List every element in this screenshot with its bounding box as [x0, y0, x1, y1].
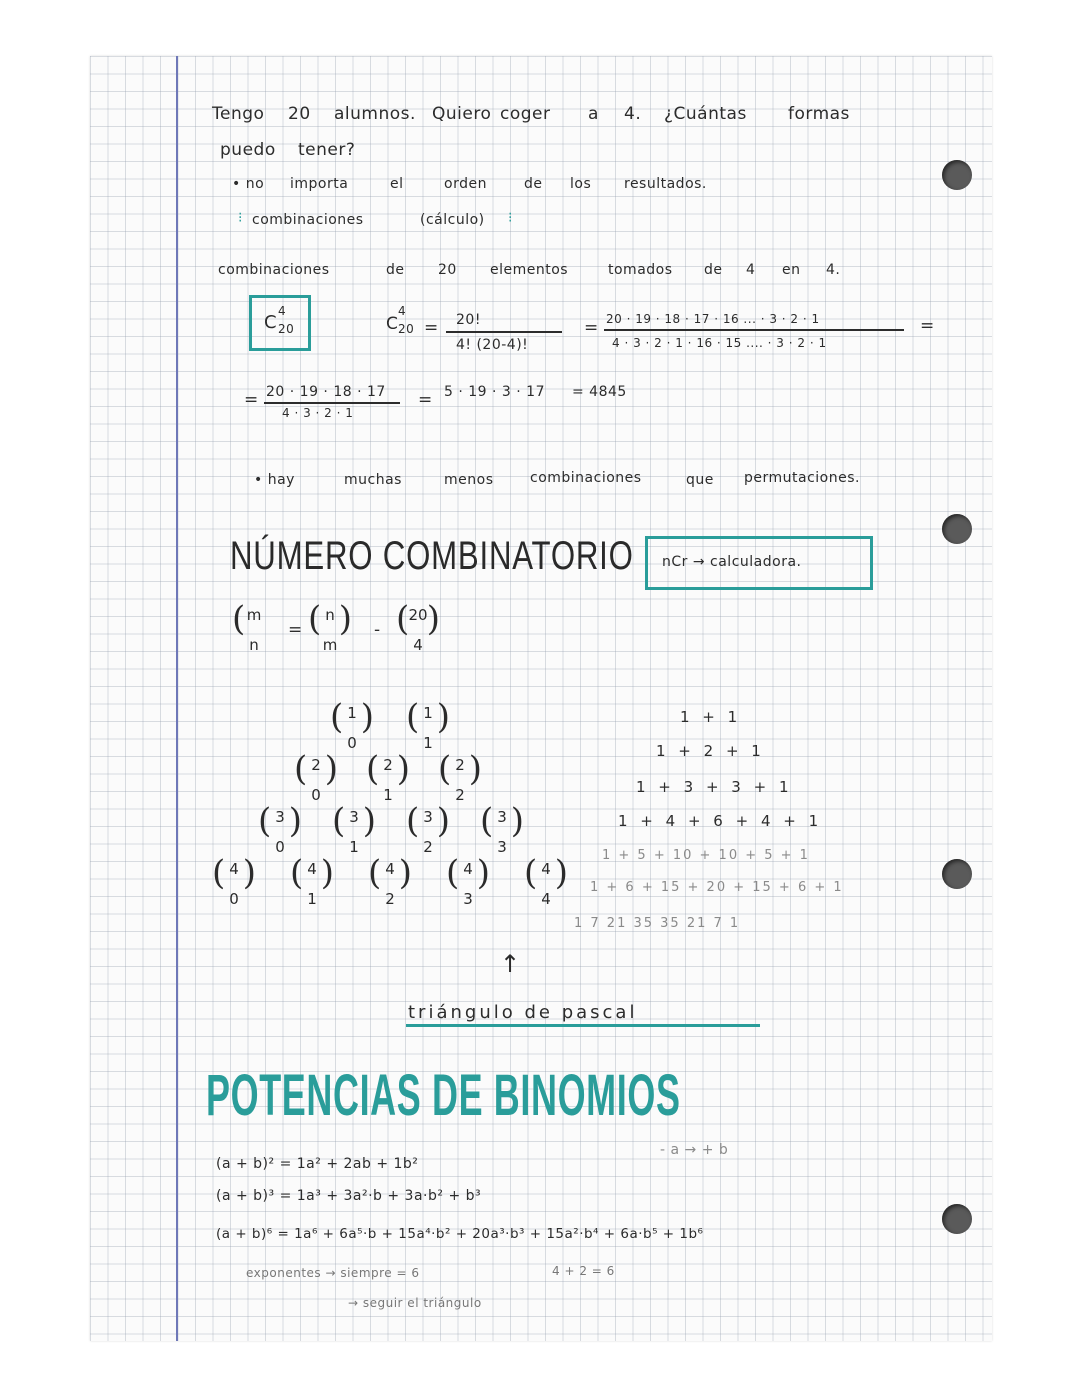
- word: ¿Cuántas: [664, 104, 747, 124]
- binom-bottom: 3: [497, 838, 507, 856]
- combo-word: en: [782, 262, 801, 278]
- binomial-coefficient: ( 1 1 ): [406, 697, 450, 752]
- combo-word: de: [704, 262, 723, 278]
- c-symbol: C: [264, 312, 278, 333]
- combo-word: 20: [438, 262, 457, 278]
- binom-top: 3: [497, 808, 507, 826]
- pascal-row: 1 + 6 + 15 + 20 + 15 + 6 + 1: [590, 880, 844, 895]
- binomial-coefficient: ( 3 0 ): [258, 801, 302, 856]
- binom-top: 2: [311, 756, 321, 774]
- binom-top: 4: [541, 860, 551, 878]
- follow-triangle-note: → seguir el triángulo: [348, 1296, 482, 1310]
- c-sub: 20: [398, 322, 415, 336]
- fraction-bar: [446, 331, 562, 333]
- combo-word: 4: [746, 262, 756, 278]
- frac2-denominator: 4 · 3 · 2 · 1 · 16 · 15 .... · 3 · 2 · 1: [612, 336, 827, 350]
- binom-top: 2: [455, 756, 465, 774]
- bullet-word: • hay: [254, 472, 295, 488]
- calculator-note-box: [645, 536, 873, 590]
- sign-note: - a → + b: [660, 1142, 729, 1158]
- bullet-word: orden: [444, 176, 487, 192]
- calculator-note: nCr → calculadora.: [662, 554, 802, 570]
- expansion-cube: (a + b)³ = 1a³ + 3a²·b + 3a·b² + b³: [216, 1188, 482, 1204]
- pascal-row: 1 + 5 + 10 + 10 + 5 + 1: [602, 848, 810, 863]
- bullet-word: de: [524, 176, 543, 192]
- bullet-word: el: [390, 176, 404, 192]
- word: Quiero: [432, 104, 492, 124]
- word: formas: [788, 104, 850, 124]
- bullet-word: importa: [290, 176, 349, 192]
- section-title: NÚMERO COMBINATORIO: [230, 534, 634, 578]
- c-symbol: C: [386, 314, 399, 334]
- pascal-label-underline: [406, 1024, 760, 1027]
- word: 20: [288, 104, 311, 124]
- pascal-label: triángulo de pascal: [408, 1002, 638, 1023]
- binomial-coefficient: ( 3 1 ): [332, 801, 376, 856]
- binom-bottom: 1: [423, 734, 433, 752]
- section-title: POTENCIAS DE BINOMIOS: [206, 1063, 681, 1128]
- bullet-word: menos: [444, 472, 494, 488]
- binom-top: 1: [423, 704, 433, 722]
- binomial-nm: ( n m ): [308, 599, 352, 654]
- expansion-square: (a + b)² = 1a² + 2ab + 1b²: [216, 1156, 419, 1172]
- arrow-up-icon: ↑: [500, 950, 521, 978]
- equals: =: [288, 620, 303, 640]
- word: alumnos.: [334, 104, 416, 124]
- punch-hole: [942, 859, 972, 889]
- bullet-word: permutaciones.: [744, 470, 860, 486]
- punch-hole: [942, 1204, 972, 1234]
- binom-bottom: 0: [347, 734, 357, 752]
- equals: =: [424, 318, 439, 338]
- combinaciones-label: combinaciones: [252, 212, 364, 228]
- step2: 5 · 19 · 3 · 17: [444, 384, 545, 400]
- binom-top: 4: [385, 860, 395, 878]
- binom-top: 2: [383, 756, 393, 774]
- frac1-numerator: 20!: [456, 312, 481, 328]
- binom-bottom: 2: [385, 890, 395, 908]
- binom-bottom: m: [322, 636, 338, 654]
- result: = 4845: [572, 384, 627, 400]
- binom-bottom: 2: [455, 786, 465, 804]
- word: 4.: [624, 104, 642, 124]
- punch-hole: [942, 160, 972, 190]
- binom-top: 20: [408, 606, 428, 624]
- binomial-coefficient: ( 2 1 ): [366, 749, 410, 804]
- binom-top: n: [325, 606, 335, 624]
- frac2-numerator: 20 · 19 · 18 · 17 · 16 ... · 3 · 2 · 1: [606, 312, 820, 326]
- binomial-coefficient: ( 1 0 ): [330, 697, 374, 752]
- binomial-coefficient: ( 3 3 ): [480, 801, 524, 856]
- bullet-word: resultados.: [624, 176, 707, 192]
- c-sup: 4: [398, 304, 407, 318]
- step-numerator: 20 · 19 · 18 · 17: [266, 384, 386, 400]
- binomial-coefficient: ( 2 0 ): [294, 749, 338, 804]
- binom-top: 3: [349, 808, 359, 826]
- binom-bottom: 0: [311, 786, 321, 804]
- binom-top: 4: [229, 860, 239, 878]
- equals: =: [584, 318, 599, 338]
- step-denominator: 4 · 3 · 2 · 1: [282, 406, 354, 420]
- combo-word: combinaciones: [218, 262, 330, 278]
- exponent-note: exponentes → siempre = 6: [246, 1266, 420, 1280]
- binomial-coefficient: ( 4 0 ): [212, 853, 256, 908]
- calculo-label: (cálculo): [420, 212, 485, 228]
- word: a: [588, 104, 599, 124]
- combo-word: de: [386, 262, 405, 278]
- bullet-word: combinaciones: [530, 470, 642, 486]
- expansion-sixth: (a + b)⁶ = 1a⁶ + 6a⁵·b + 15a⁴·b² + 20a³·b³ + 15a²·b⁴ + 6a·b⁵ + 1b⁶: [216, 1226, 704, 1242]
- binom-top: 3: [423, 808, 433, 826]
- sparkle-icon: ⁝: [508, 210, 513, 226]
- binomial-coefficient: ( 3 2 ): [406, 801, 450, 856]
- binomial-coefficient: ( 2 2 ): [438, 749, 482, 804]
- combo-word: elementos: [490, 262, 569, 278]
- binomial-coefficient: ( 4 3 ): [446, 853, 490, 908]
- binom-bottom: n: [249, 636, 259, 654]
- frac1-denominator: 4! (20-4)!: [456, 337, 529, 353]
- binom-top: 1: [347, 704, 357, 722]
- c-sub: 20: [278, 322, 295, 336]
- equals: =: [920, 316, 935, 336]
- binom-bottom: 0: [229, 890, 239, 908]
- equals: =: [244, 390, 259, 410]
- pascal-row: 1 + 2 + 1: [656, 742, 765, 760]
- word: tener?: [298, 140, 356, 160]
- word: coger: [500, 104, 551, 124]
- bullet-word: • no: [232, 176, 265, 192]
- margin-line: [176, 56, 178, 1341]
- equals: =: [418, 390, 433, 410]
- binomial-mn: ( m n: [232, 608, 276, 653]
- punch-hole: [942, 514, 972, 544]
- binomial-coefficient: ( 4 1 ): [290, 853, 334, 908]
- sparkle-icon: ⁝: [238, 210, 243, 226]
- binom-bottom: 1: [349, 838, 359, 856]
- exponent-sum-note: 4 + 2 = 6: [552, 1264, 615, 1278]
- binom-bottom: 4: [413, 636, 423, 654]
- bullet-word: que: [686, 472, 714, 488]
- notebook-page: [90, 56, 992, 1341]
- fraction-bar: [604, 329, 904, 331]
- dash: -: [374, 620, 381, 640]
- binom-top: 4: [463, 860, 473, 878]
- combo-word: 4.: [826, 262, 841, 278]
- fraction-bar: [264, 402, 400, 404]
- pascal-row: 1 + 4 + 6 + 4 + 1: [618, 812, 823, 830]
- word: puedo: [220, 140, 276, 160]
- binom-bottom: 3: [463, 890, 473, 908]
- word: Tengo: [212, 104, 265, 124]
- binom-bottom: 4: [541, 890, 551, 908]
- pascal-row: 1 + 1: [680, 708, 742, 726]
- binomial-coefficient: ( 4 2 ): [368, 853, 412, 908]
- boxed-combination: [249, 295, 311, 351]
- binom-top: m: [246, 606, 262, 624]
- pascal-row: 1 7 21 35 35 21 7 1: [574, 916, 741, 931]
- binom-top: 4: [307, 860, 317, 878]
- binomial-20-4: ( 20 4 ): [396, 599, 440, 654]
- bullet-word: los: [570, 176, 592, 192]
- binom-bottom: 1: [383, 786, 393, 804]
- binomial-coefficient: ( 4 4 ): [524, 853, 568, 908]
- c-sup: 4: [278, 304, 287, 318]
- binom-bottom: 0: [275, 838, 285, 856]
- binom-top: 3: [275, 808, 285, 826]
- combo-word: tomados: [608, 262, 673, 278]
- binom-bottom: 1: [307, 890, 317, 908]
- binom-bottom: 2: [423, 838, 433, 856]
- pascal-row: 1 + 3 + 3 + 1: [636, 778, 793, 796]
- bullet-word: muchas: [344, 472, 402, 488]
